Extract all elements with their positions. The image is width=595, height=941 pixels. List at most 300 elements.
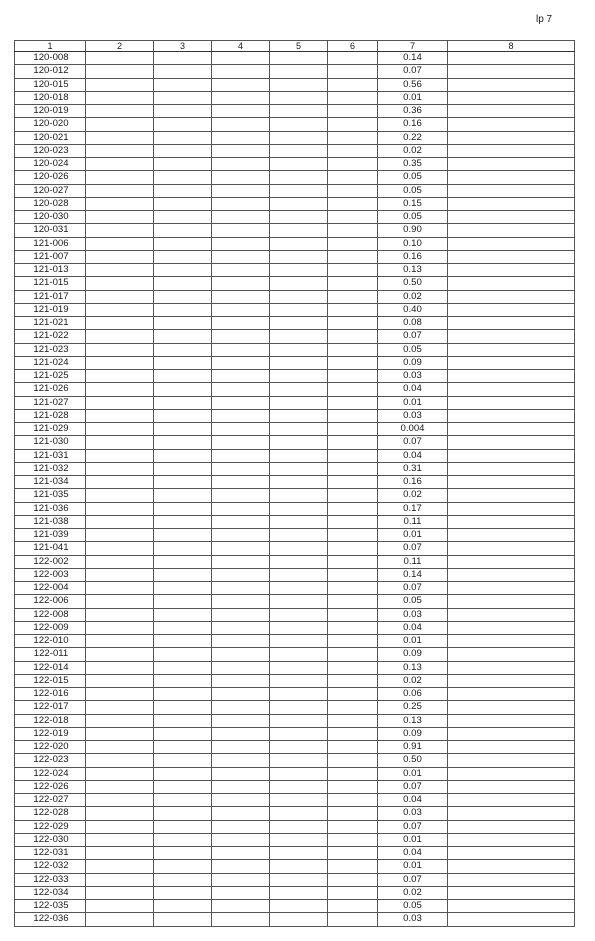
- empty-cell: [270, 807, 328, 820]
- empty-cell: [154, 754, 212, 767]
- empty-cell: [448, 661, 575, 674]
- empty-cell: [86, 105, 154, 118]
- table-row: [15, 582, 575, 595]
- empty-cell: [86, 820, 154, 833]
- row-value-cell: 0.13: [378, 661, 448, 674]
- empty-cell: [86, 78, 154, 91]
- row-code-cell: 122-027: [15, 794, 86, 807]
- empty-cell: [212, 184, 270, 197]
- empty-cell: [154, 595, 212, 608]
- row-value-cell: 0.07: [378, 780, 448, 793]
- table-row: [15, 476, 575, 489]
- empty-cell: [328, 542, 378, 555]
- empty-cell: [154, 197, 212, 210]
- empty-cell: [328, 343, 378, 356]
- table-row: [15, 648, 575, 661]
- empty-cell: [448, 582, 575, 595]
- empty-cell: [212, 290, 270, 303]
- empty-cell: [154, 224, 212, 237]
- table-row: [15, 436, 575, 449]
- row-code-cell: 122-018: [15, 714, 86, 727]
- empty-cell: [270, 118, 328, 131]
- empty-cell: [270, 502, 328, 515]
- row-code-cell: 120-019: [15, 105, 86, 118]
- empty-cell: [154, 542, 212, 555]
- empty-cell: [270, 449, 328, 462]
- empty-cell: [448, 423, 575, 436]
- empty-cell: [86, 250, 154, 263]
- empty-cell: [154, 476, 212, 489]
- table-row: [15, 741, 575, 754]
- page-number-label: lp 7: [536, 14, 553, 25]
- empty-cell: [212, 886, 270, 899]
- empty-cell: [212, 833, 270, 846]
- empty-cell: [328, 555, 378, 568]
- empty-cell: [448, 595, 575, 608]
- empty-cell: [212, 648, 270, 661]
- row-value-cell: 0.02: [378, 290, 448, 303]
- empty-cell: [86, 383, 154, 396]
- empty-cell: [86, 184, 154, 197]
- row-value-cell: 0.09: [378, 727, 448, 740]
- empty-cell: [448, 489, 575, 502]
- empty-cell: [328, 820, 378, 833]
- empty-cell: [154, 489, 212, 502]
- empty-cell: [212, 767, 270, 780]
- empty-cell: [328, 661, 378, 674]
- row-value-cell: 0.25: [378, 701, 448, 714]
- row-value-cell: 0.91: [378, 741, 448, 754]
- empty-cell: [448, 502, 575, 515]
- empty-cell: [328, 489, 378, 502]
- row-code-cell: 122-032: [15, 860, 86, 873]
- empty-cell: [154, 131, 212, 144]
- table-row: [15, 489, 575, 502]
- empty-cell: [212, 780, 270, 793]
- empty-cell: [86, 91, 154, 104]
- empty-cell: [270, 144, 328, 157]
- empty-cell: [328, 356, 378, 369]
- row-value-cell: 0.03: [378, 409, 448, 422]
- empty-cell: [328, 767, 378, 780]
- empty-cell: [154, 900, 212, 913]
- empty-cell: [270, 767, 328, 780]
- empty-cell: [212, 674, 270, 687]
- empty-cell: [270, 674, 328, 687]
- empty-cell: [270, 515, 328, 528]
- empty-cell: [270, 317, 328, 330]
- empty-cell: [270, 290, 328, 303]
- empty-cell: [448, 396, 575, 409]
- table-header-row: [15, 41, 575, 52]
- empty-cell: [270, 727, 328, 740]
- empty-cell: [154, 65, 212, 78]
- empty-cell: [154, 833, 212, 846]
- empty-cell: [154, 184, 212, 197]
- empty-cell: [154, 568, 212, 581]
- row-code-cell: 121-041: [15, 542, 86, 555]
- empty-cell: [328, 144, 378, 157]
- empty-cell: [86, 794, 154, 807]
- row-code-cell: 121-031: [15, 449, 86, 462]
- empty-cell: [212, 595, 270, 608]
- row-value-cell: 0.03: [378, 913, 448, 926]
- table-row: [15, 118, 575, 131]
- empty-cell: [270, 489, 328, 502]
- row-code-cell: 120-023: [15, 144, 86, 157]
- empty-cell: [212, 727, 270, 740]
- row-code-cell: 121-034: [15, 476, 86, 489]
- empty-cell: [86, 211, 154, 224]
- empty-cell: [86, 873, 154, 886]
- empty-cell: [328, 383, 378, 396]
- table-row: [15, 661, 575, 674]
- empty-cell: [154, 52, 212, 65]
- empty-cell: [212, 370, 270, 383]
- empty-cell: [270, 780, 328, 793]
- row-code-cell: 121-027: [15, 396, 86, 409]
- row-code-cell: 122-016: [15, 688, 86, 701]
- row-value-cell: 0.50: [378, 754, 448, 767]
- table-row: [15, 211, 575, 224]
- empty-cell: [212, 608, 270, 621]
- empty-cell: [86, 237, 154, 250]
- empty-cell: [270, 568, 328, 581]
- row-value-cell: 0.05: [378, 184, 448, 197]
- empty-cell: [270, 423, 328, 436]
- empty-cell: [448, 529, 575, 542]
- empty-cell: [212, 688, 270, 701]
- row-code-cell: 121-013: [15, 264, 86, 277]
- empty-cell: [328, 396, 378, 409]
- empty-cell: [448, 383, 575, 396]
- empty-cell: [86, 356, 154, 369]
- empty-cell: [448, 197, 575, 210]
- empty-cell: [448, 330, 575, 343]
- row-value-cell: 0.90: [378, 224, 448, 237]
- empty-cell: [86, 158, 154, 171]
- table-row: [15, 515, 575, 528]
- empty-cell: [328, 701, 378, 714]
- empty-cell: [212, 52, 270, 65]
- table-row: [15, 65, 575, 78]
- row-code-cell: 120-030: [15, 211, 86, 224]
- empty-cell: [270, 211, 328, 224]
- empty-cell: [86, 635, 154, 648]
- empty-cell: [328, 105, 378, 118]
- table-row: [15, 886, 575, 899]
- empty-cell: [270, 635, 328, 648]
- empty-cell: [270, 91, 328, 104]
- empty-cell: [154, 515, 212, 528]
- empty-cell: [448, 674, 575, 687]
- empty-cell: [86, 131, 154, 144]
- empty-cell: [154, 105, 212, 118]
- empty-cell: [212, 65, 270, 78]
- empty-cell: [270, 860, 328, 873]
- empty-cell: [86, 807, 154, 820]
- empty-cell: [86, 423, 154, 436]
- column-header: 2: [86, 41, 154, 52]
- empty-cell: [154, 171, 212, 184]
- empty-cell: [270, 542, 328, 555]
- empty-cell: [212, 237, 270, 250]
- empty-cell: [154, 741, 212, 754]
- row-value-cell: 0.01: [378, 396, 448, 409]
- table-row: [15, 383, 575, 396]
- column-header: 6: [328, 41, 378, 52]
- empty-cell: [86, 741, 154, 754]
- empty-cell: [154, 621, 212, 634]
- empty-cell: [212, 449, 270, 462]
- row-code-cell: 122-014: [15, 661, 86, 674]
- empty-cell: [86, 860, 154, 873]
- empty-cell: [154, 370, 212, 383]
- empty-cell: [328, 449, 378, 462]
- row-code-cell: 122-024: [15, 767, 86, 780]
- empty-cell: [86, 621, 154, 634]
- empty-cell: [448, 820, 575, 833]
- empty-cell: [328, 237, 378, 250]
- row-code-cell: 122-008: [15, 608, 86, 621]
- empty-cell: [86, 847, 154, 860]
- row-code-cell: 121-038: [15, 515, 86, 528]
- empty-cell: [448, 913, 575, 926]
- empty-cell: [448, 356, 575, 369]
- row-value-cell: 0.01: [378, 860, 448, 873]
- table-row: [15, 370, 575, 383]
- row-value-cell: 0.07: [378, 436, 448, 449]
- empty-cell: [154, 502, 212, 515]
- empty-cell: [270, 648, 328, 661]
- empty-cell: [212, 91, 270, 104]
- empty-cell: [448, 860, 575, 873]
- empty-cell: [328, 211, 378, 224]
- row-value-cell: 0.09: [378, 356, 448, 369]
- data-table: [14, 40, 575, 927]
- empty-cell: [154, 356, 212, 369]
- empty-cell: [270, 436, 328, 449]
- empty-cell: [328, 91, 378, 104]
- empty-cell: [328, 754, 378, 767]
- empty-cell: [212, 171, 270, 184]
- empty-cell: [270, 330, 328, 343]
- row-code-cell: 120-018: [15, 91, 86, 104]
- row-code-cell: 122-026: [15, 780, 86, 793]
- row-code-cell: 122-036: [15, 913, 86, 926]
- empty-cell: [86, 224, 154, 237]
- empty-cell: [448, 568, 575, 581]
- empty-cell: [270, 171, 328, 184]
- empty-cell: [328, 568, 378, 581]
- row-code-cell: 121-022: [15, 330, 86, 343]
- empty-cell: [154, 635, 212, 648]
- table-row: [15, 635, 575, 648]
- empty-cell: [212, 489, 270, 502]
- empty-cell: [154, 555, 212, 568]
- empty-cell: [270, 105, 328, 118]
- row-code-cell: 122-011: [15, 648, 86, 661]
- table-row: [15, 158, 575, 171]
- empty-cell: [328, 330, 378, 343]
- empty-cell: [212, 701, 270, 714]
- empty-cell: [448, 171, 575, 184]
- row-value-cell: 0.01: [378, 635, 448, 648]
- empty-cell: [448, 648, 575, 661]
- empty-cell: [270, 555, 328, 568]
- empty-cell: [212, 621, 270, 634]
- row-code-cell: 120-008: [15, 52, 86, 65]
- empty-cell: [154, 211, 212, 224]
- row-code-cell: 121-039: [15, 529, 86, 542]
- row-value-cell: 0.08: [378, 317, 448, 330]
- empty-cell: [86, 833, 154, 846]
- empty-cell: [448, 542, 575, 555]
- empty-cell: [154, 383, 212, 396]
- empty-cell: [270, 900, 328, 913]
- row-code-cell: 121-017: [15, 290, 86, 303]
- empty-cell: [448, 767, 575, 780]
- empty-cell: [154, 688, 212, 701]
- empty-cell: [212, 158, 270, 171]
- table-row: [15, 356, 575, 369]
- empty-cell: [328, 502, 378, 515]
- row-value-cell: 0.11: [378, 555, 448, 568]
- empty-cell: [86, 343, 154, 356]
- empty-cell: [328, 118, 378, 131]
- empty-cell: [328, 65, 378, 78]
- row-code-cell: 121-028: [15, 409, 86, 422]
- row-code-cell: 120-024: [15, 158, 86, 171]
- empty-cell: [212, 343, 270, 356]
- empty-cell: [270, 833, 328, 846]
- empty-cell: [448, 105, 575, 118]
- row-value-cell: 0.05: [378, 171, 448, 184]
- empty-cell: [270, 356, 328, 369]
- empty-cell: [328, 250, 378, 263]
- row-code-cell: 122-035: [15, 900, 86, 913]
- empty-cell: [328, 794, 378, 807]
- row-code-cell: 122-028: [15, 807, 86, 820]
- empty-cell: [154, 661, 212, 674]
- empty-cell: [212, 754, 270, 767]
- table-row: [15, 568, 575, 581]
- empty-cell: [86, 582, 154, 595]
- empty-cell: [448, 158, 575, 171]
- empty-cell: [328, 608, 378, 621]
- empty-cell: [270, 250, 328, 263]
- table-row: [15, 833, 575, 846]
- empty-cell: [212, 555, 270, 568]
- row-value-cell: 0.10: [378, 237, 448, 250]
- column-header: 8: [448, 41, 575, 52]
- table-row: [15, 264, 575, 277]
- row-code-cell: 121-032: [15, 462, 86, 475]
- empty-cell: [86, 489, 154, 502]
- table-row: [15, 277, 575, 290]
- row-code-cell: 122-006: [15, 595, 86, 608]
- row-value-cell: 0.40: [378, 303, 448, 316]
- empty-cell: [270, 396, 328, 409]
- empty-cell: [154, 794, 212, 807]
- empty-cell: [212, 277, 270, 290]
- empty-cell: [212, 383, 270, 396]
- row-code-cell: 122-034: [15, 886, 86, 899]
- table-row: [15, 542, 575, 555]
- empty-cell: [448, 701, 575, 714]
- table-row: [15, 250, 575, 263]
- row-value-cell: 0.04: [378, 449, 448, 462]
- empty-cell: [328, 184, 378, 197]
- empty-cell: [270, 688, 328, 701]
- row-code-cell: 122-017: [15, 701, 86, 714]
- empty-cell: [212, 515, 270, 528]
- empty-cell: [154, 873, 212, 886]
- empty-cell: [154, 886, 212, 899]
- empty-cell: [154, 608, 212, 621]
- empty-cell: [270, 184, 328, 197]
- row-code-cell: 121-035: [15, 489, 86, 502]
- row-value-cell: 0.05: [378, 343, 448, 356]
- empty-cell: [328, 158, 378, 171]
- empty-cell: [86, 542, 154, 555]
- empty-cell: [154, 462, 212, 475]
- empty-cell: [448, 224, 575, 237]
- empty-cell: [270, 754, 328, 767]
- row-value-cell: 0.01: [378, 833, 448, 846]
- table-row: [15, 343, 575, 356]
- row-code-cell: 122-031: [15, 847, 86, 860]
- empty-cell: [212, 542, 270, 555]
- empty-cell: [154, 860, 212, 873]
- empty-cell: [448, 144, 575, 157]
- table-row: [15, 462, 575, 475]
- empty-cell: [212, 144, 270, 157]
- empty-cell: [154, 118, 212, 131]
- row-value-cell: 0.16: [378, 250, 448, 263]
- column-header: 4: [212, 41, 270, 52]
- row-value-cell: 0.14: [378, 568, 448, 581]
- empty-cell: [270, 65, 328, 78]
- table-row: [15, 224, 575, 237]
- empty-cell: [270, 886, 328, 899]
- row-code-cell: 122-009: [15, 621, 86, 634]
- row-value-cell: 0.03: [378, 608, 448, 621]
- column-header: 1: [15, 41, 86, 52]
- empty-cell: [270, 621, 328, 634]
- empty-cell: [270, 303, 328, 316]
- empty-cell: [270, 820, 328, 833]
- table-row: [15, 502, 575, 515]
- empty-cell: [328, 171, 378, 184]
- empty-cell: [328, 224, 378, 237]
- row-value-cell: 0.05: [378, 595, 448, 608]
- empty-cell: [270, 701, 328, 714]
- empty-cell: [154, 290, 212, 303]
- empty-cell: [328, 409, 378, 422]
- row-value-cell: 0.07: [378, 65, 448, 78]
- empty-cell: [154, 423, 212, 436]
- table-row: [15, 78, 575, 91]
- empty-cell: [448, 211, 575, 224]
- row-code-cell: 122-010: [15, 635, 86, 648]
- empty-cell: [212, 356, 270, 369]
- row-code-cell: 122-023: [15, 754, 86, 767]
- row-code-cell: 121-021: [15, 317, 86, 330]
- empty-cell: [154, 343, 212, 356]
- empty-cell: [86, 714, 154, 727]
- empty-cell: [86, 767, 154, 780]
